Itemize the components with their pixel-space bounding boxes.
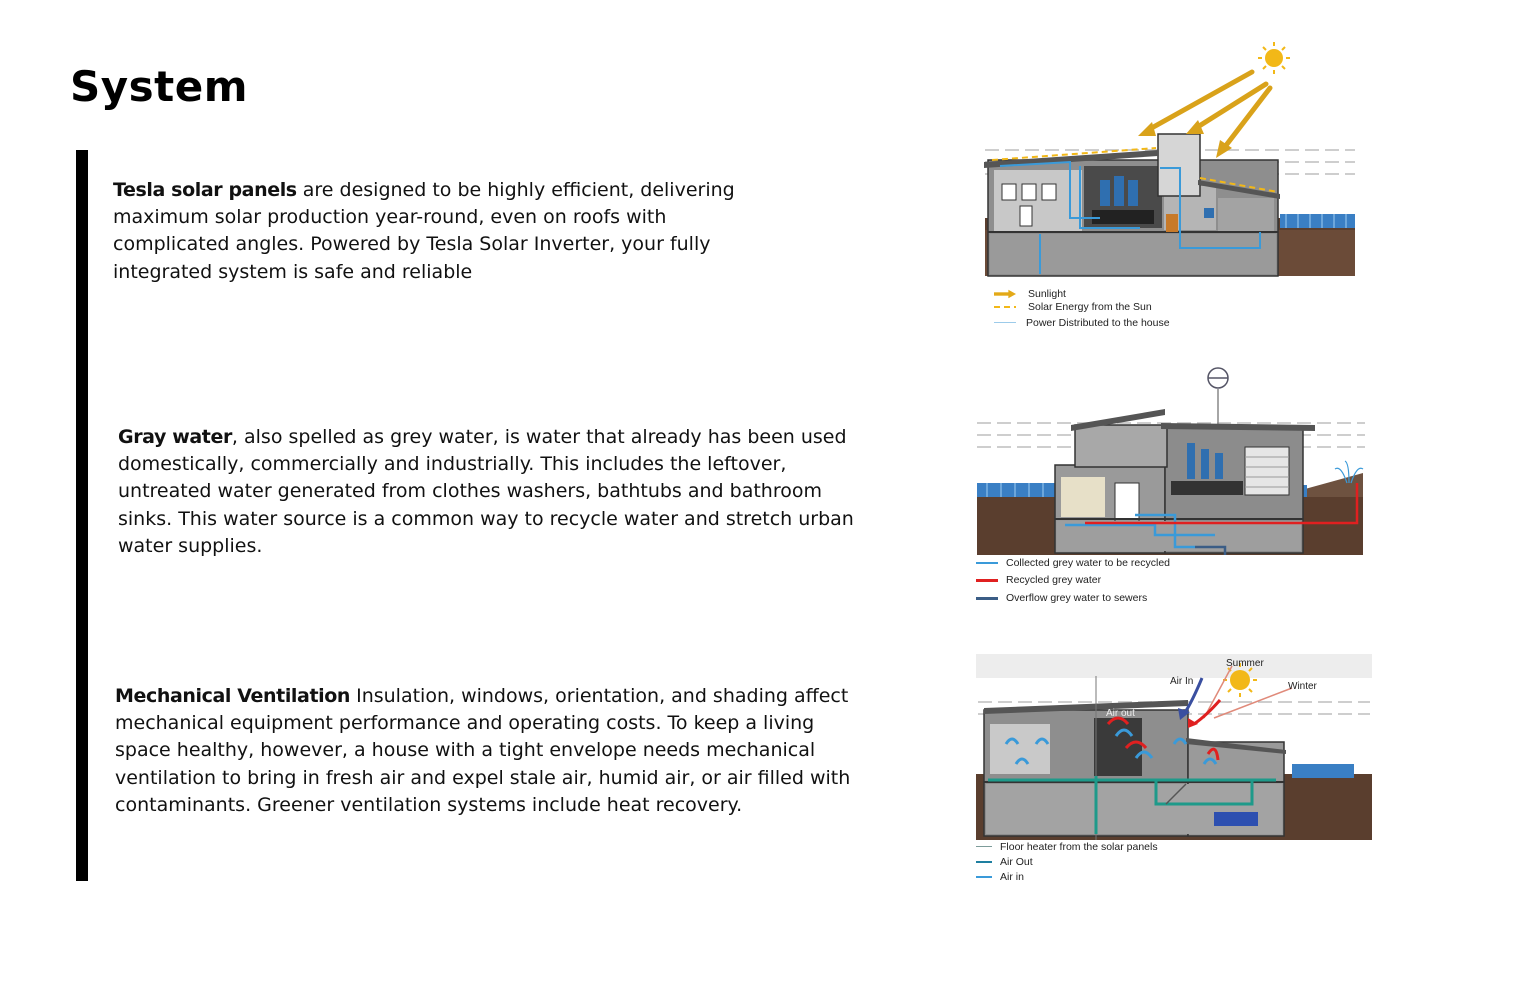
solar-section-diagram [980, 38, 1360, 283]
graywater-legend: Collected grey water to be recycled Recycled grey water Overflow grey water to sewers [976, 556, 1216, 608]
air-out-label: Air out [1106, 708, 1135, 719]
summer-label: Summer [1226, 658, 1264, 669]
ventilation-legend: Floor heater from the solar panels Air Out Air in [976, 840, 1216, 888]
solar-text: are designed to be highly efficient, delivering maximum solar production year-round, even on roofs with complicated angles. Powered by Tesla Solar Inverter, your fully integrated system is safe and reliable [113, 179, 735, 283]
solar-legend: Sunlight Solar Energy from the Sun Power Distributed to the house [994, 287, 1234, 335]
arrow-right-icon [994, 289, 1016, 299]
ventilation-paragraph [115, 683, 875, 819]
accent-bar [76, 150, 88, 881]
ventilation-lead: Mechanical Ventilation [115, 685, 351, 707]
graywater-section-diagram [975, 365, 1367, 557]
winter-label: Winter [1288, 681, 1317, 692]
sun-icon [1258, 42, 1290, 74]
solar-lead: Tesla solar panels [113, 179, 297, 201]
page-title: System [70, 62, 248, 111]
ventilation-section-diagram [976, 654, 1374, 842]
graywater-lead: Gray water [118, 426, 232, 448]
solar-paragraph [113, 177, 753, 286]
ventilation-text: Insulation, windows, orientation, and shading affect mechanical equipment performance and operating costs. To keep a living space healthy, however, a house with a tight envelope needs mechanical ventilation to bring in fresh air and expel stale air, humid air, or air filled with contaminants. Greener ventilation systems include heat recovery. [115, 685, 851, 816]
graywater-paragraph [118, 424, 858, 560]
graywater-text: , also spelled as grey water, is water that already has been used domestically, commercially and industrially. This includes the leftover, untreated water generated from clothes washers, bathtubs and bathroom sinks. This water source is a common way to recycle water and stretch urban water supplies. [118, 426, 854, 557]
air-in-label: Air In [1170, 676, 1194, 687]
